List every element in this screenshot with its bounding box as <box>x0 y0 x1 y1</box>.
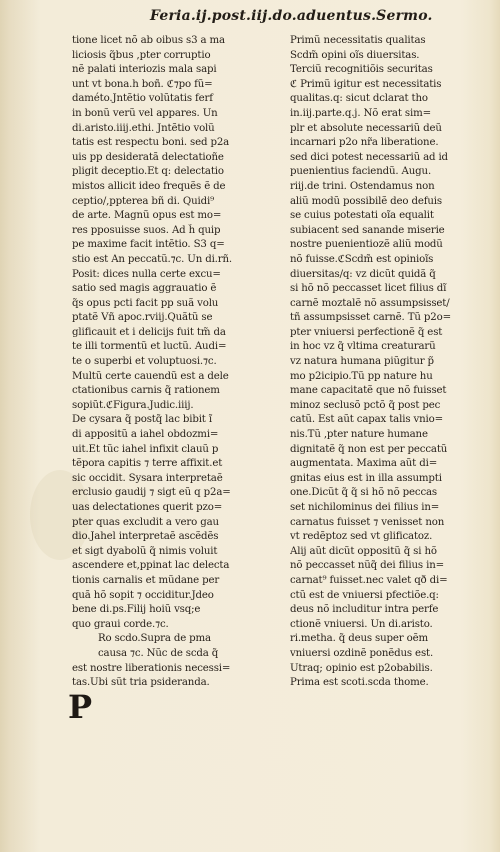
text-line: puenientius faciendũ. Augu. <box>290 166 432 178</box>
text-line: pter vniuersi perfectionẽ q̃ est <box>290 326 443 338</box>
text-line: daméto.Jntẽtio volũtatis ferf <box>72 93 213 105</box>
text-line: plr et absolute necessariũ deũ <box>290 122 442 134</box>
text-line: stio est An peccatũ.⁊c. Un di.rñ. <box>72 253 232 265</box>
text-line: pe maxime facit intẽtio. S3 q= <box>72 239 225 251</box>
text-line: incarnari p2o nr̃a liberatione. <box>290 137 439 149</box>
text-line: riij.de trini. Ostendamus non <box>290 180 435 192</box>
text-line: vz natura humana piũgitur p̃ <box>290 356 434 368</box>
text-line: Utraq; opinio est p2obabilis. <box>290 662 433 674</box>
running-header: Feria.ij.post.iij.do.aduentus.Sermo. <box>150 8 433 24</box>
text-line: Scdm̃ opini oĩs diuersitas. <box>290 49 420 61</box>
text-line: carnatus fuisset ⁊ venisset non <box>290 516 445 528</box>
text-line: ℭ Primũ igitur est necessitatis <box>290 78 442 90</box>
text-line: subiacent sed sanande miserie <box>290 224 445 236</box>
text-line: et sigt dyabolũ q̃ nimis voluit <box>72 545 218 557</box>
text-line: ctũ est de vniuersi pfectiõe.q: <box>290 589 439 601</box>
text-line: catũ. Est aũt capax talis vnio= <box>290 414 443 426</box>
text-line: quã hõ sopit ⁊ occiditur.Jdeo <box>72 589 214 601</box>
text-line: mistos allicit ideo frequẽs ẽ de <box>72 180 226 192</box>
text-line: ctationibus carnis q̃ rationem <box>72 385 220 397</box>
text-line: tionis carnalis et mũdane per <box>72 574 220 586</box>
text-line: unt vt bona.h boñ. ℭ⁊po fũ= <box>72 78 213 90</box>
text-line: ri.metha. q̃ deus super oẽm <box>290 633 428 645</box>
text-line: di appositũ a iahel obdozmi= <box>72 429 219 441</box>
text-line: se cuius potestati oĩa equalit <box>290 210 434 222</box>
text-line: quo graui corde.⁊c. <box>72 618 169 630</box>
text-line: Posit: dices nulla certe excu= <box>72 268 221 280</box>
text-line: set nichilominus dei filius in= <box>290 502 440 513</box>
text-line: nis.Tũ ,pter nature humane <box>290 429 428 441</box>
text-line: di.aristo.iiij.ethi. Jntẽtio volũ <box>72 122 215 134</box>
text-line: te illi tormentũ et luctũ. Audi= <box>72 341 227 353</box>
text-line: vt redẽptoz sed vt glificatoz. <box>290 531 433 543</box>
text-line: sed dici potest necessariũ ad id <box>290 151 448 163</box>
text-line: diuersitas/q: vz dicũt quidã q̃ <box>290 268 436 280</box>
paper-stain <box>0 0 40 852</box>
text-line: erclusio gaudij ⁊ sigt eũ q p2a= <box>72 487 231 499</box>
text-line: causa ⁊c. Nũc de scda q̃ <box>98 647 219 659</box>
text-line: tas.Ubi sũt tria psideranda. <box>72 677 210 689</box>
text-line: bene di.ps.Filij hoiũ vsq;e <box>72 604 201 616</box>
text-line: nostre puenientiozẽ aliũ modũ <box>290 239 443 251</box>
text-line: ceptio/,ppterea bñ di. Quidi⁹ <box>72 195 215 207</box>
text-line: tatis est respectu boni. sed p2a <box>72 137 230 149</box>
text-line: ctionẽ vniuersi. Un di.aristo. <box>290 618 433 630</box>
text-line: q̃s opus pcti facit pp suã volu <box>72 297 219 309</box>
text-line: tione licet nõ ab oibus s3 a ma <box>72 35 225 46</box>
text-line: Multũ certe cauendũ est a dele <box>72 370 229 382</box>
text-line: vniuersi ozdinẽ ponẽdus est. <box>290 647 434 659</box>
text-line: de arte. Magnũ opus est mo= <box>72 210 222 222</box>
text-line: liciosis q̃bus ,pter corruptio <box>72 49 211 61</box>
text-line: satio sed magis aggrauatio ẽ <box>72 283 217 295</box>
drop-cap-initial: P <box>68 688 93 726</box>
text-line: pter quas excludit a vero gau <box>72 516 219 528</box>
text-line: augmentata. Maxima aũt di= <box>290 458 438 470</box>
text-line: in.iij.parte.q.j. Nõ erat sim= <box>290 107 431 119</box>
text-line: ptatẽ Vñ apoc.rviij.Quãtũ se <box>72 312 213 324</box>
text-line: gnitas eius est in illa assumpti <box>290 472 442 484</box>
text-line: tñ assumpsisset carnẽ. Tũ p2o= <box>290 312 451 324</box>
text-line: si hõ nõ peccasset licet filius dĩ <box>290 283 447 295</box>
right-column <box>290 34 490 691</box>
text-line: carnẽ moztalẽ nõ assumpsisset/ <box>290 297 450 309</box>
text-line: sopiũt.ℭFigura.Judic.iiij. <box>72 399 194 411</box>
text-line: one.Dicũt q̃ q̃ si hõ nõ peccas <box>290 487 438 499</box>
left-column <box>72 34 284 691</box>
text-line: nõ fuisse.ℭScdm̃ est opinioĩs <box>290 253 434 265</box>
text-line: glificauit et i delicijs fuit tm̃ da <box>72 326 226 338</box>
text-line: nõ peccasset nũq̃ dei filius in= <box>290 560 444 572</box>
text-line: uas delectationes querit pzo= <box>72 502 223 513</box>
text-line: carnat⁹ fuisset.nec valet qð di= <box>290 574 448 586</box>
text-line: qualitas.q: sicut dclarat tho <box>290 93 428 105</box>
text-line: minoz seclusõ pctõ q̃ post pec <box>290 399 441 411</box>
text-line: in bonũ verũ vel appares. Un <box>72 107 218 119</box>
text-line: uit.Et tũc iahel infixit clauũ p <box>72 443 219 455</box>
text-line: te o superbi et voluptuosi.⁊c. <box>72 356 217 368</box>
text-line: uis pp desideratã delectatioñe <box>72 151 224 163</box>
text-line: dio.Jahel interpretaẽ ascẽdẽs <box>72 531 219 543</box>
text-line: deus nõ includitur intra perfe <box>290 604 439 616</box>
text-line: est nostre liberationis necessi= <box>72 662 231 674</box>
text-line: aliũ modũ possibilẽ deo defuis <box>290 195 442 207</box>
text-line: mo p2icipio.Tũ pp nature hu <box>290 370 433 382</box>
text-line: dignitatẽ q̃ non est per peccatũ <box>290 443 448 455</box>
text-line: ascendere et,ppinat lac delecta <box>72 560 230 572</box>
text-line: mane capacitatẽ que nõ fuisset <box>290 385 447 397</box>
text-line: Ro scdo.Supra de pma <box>98 633 211 645</box>
text-line: De cysara q̃ postq̃ lac bibit ĩ <box>72 414 212 426</box>
text-line: sic occidit. Sysara interpretaẽ <box>72 472 223 484</box>
text-line: Alij aũt dicũt oppositũ q̃ si hõ <box>290 545 437 557</box>
text-line: Primũ necessitatis qualitas <box>290 35 426 46</box>
text-line: Prima est scoti.scda thome. <box>290 677 429 689</box>
text-line: Terciũ recognitiõis securitas <box>290 64 433 76</box>
text-line: tẽpora capitis ⁊ terre affixit.et <box>72 458 223 470</box>
text-line: res pposuisse suos. Ad h̃ quip <box>72 224 221 236</box>
text-line: nẽ palati interiozis mala sapi <box>72 64 217 76</box>
text-line: pligit deceptio.Et q: delectatio <box>72 166 224 178</box>
text-line: in hoc vz q̃ vltima creaturarũ <box>290 341 436 353</box>
